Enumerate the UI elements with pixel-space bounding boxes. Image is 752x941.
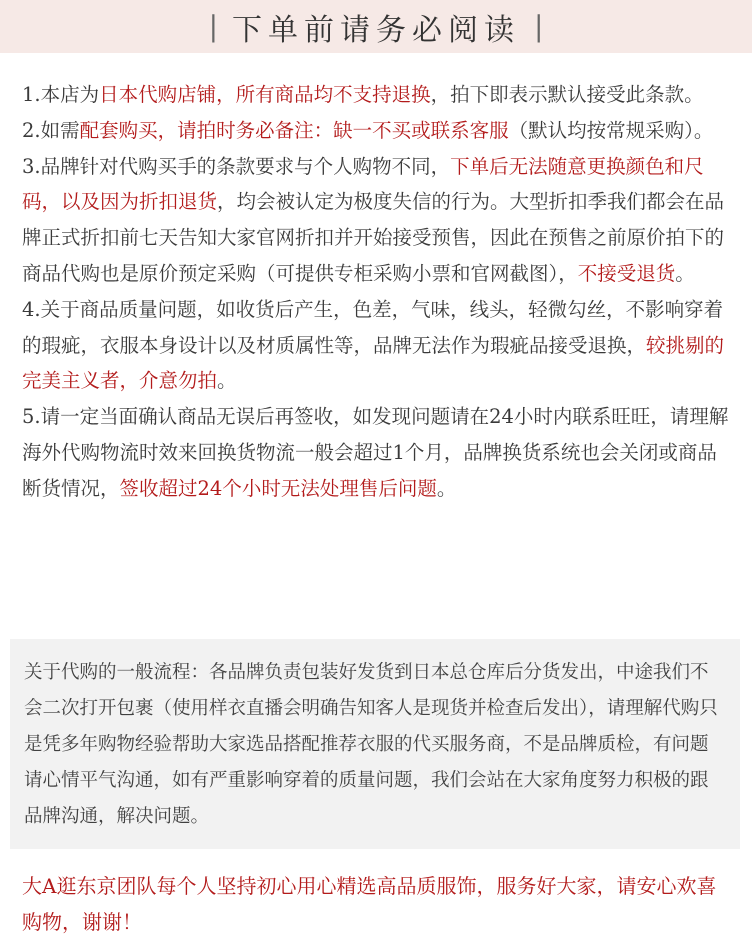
rule-highlight: 配套购买，请拍时务必备注：缺一不买或联系客服	[79, 118, 509, 142]
header-right-bar: |	[534, 10, 544, 43]
rule-highlight: 下单后无法随意更换颜色和尺码，以及因为折扣退货	[22, 154, 704, 214]
notice-header	[0, 0, 752, 53]
rule-item	[22, 292, 734, 399]
rule-text: ，拍下即表示默认接受此条款。	[430, 83, 704, 106]
rule-item	[22, 149, 734, 292]
purchase-flow-box	[10, 639, 740, 849]
rule-item	[22, 77, 734, 113]
rule-text: 。	[436, 476, 457, 500]
rule-highlight: 不接受退货	[577, 261, 676, 285]
rule-item	[22, 399, 734, 506]
rule-text: 如需	[40, 118, 80, 142]
rule-text: 品牌针对代购买手的条款要求与个人购物不同，	[40, 154, 451, 178]
rule-number: 1.	[22, 83, 41, 106]
rule-highlight: 较挑剔的完美主义者，介意勿拍	[22, 333, 725, 393]
rules-list	[22, 77, 734, 507]
rule-text: 。	[675, 261, 695, 285]
rule-highlight: 签收超过24个小时无法处理售后问题	[119, 476, 437, 500]
closing-message	[22, 868, 734, 940]
rule-number: 4.	[22, 297, 41, 321]
rule-text: ，均会被认定为极度失信的行为。大型折扣季我们都会在品牌正式折扣前七天告知大家官网折扣并开始接受预售，因此在预售之前原价拍下的商品代购也是原价预定采购（可提供专柜采购小票和官网截图），	[22, 190, 725, 285]
rule-text: 关于商品质量问题，如收货后产生，色差，气味，线头，轻微勾丝，不影响穿着的瑕疵，衣服本身设计以及材质属性等，品牌无法作为瑕疵品接受退换，	[22, 297, 724, 357]
rule-number: 5.	[22, 405, 41, 429]
rule-highlight: 日本代购店铺，所有商品均不支持退换	[99, 83, 431, 106]
rule-text: （默认均按常规采购）。	[508, 118, 714, 142]
rule-text: 请一定当面确认商品无误后再签收，如发现问题请在24小时内联系旺旺，请理解海外代购物流时效来回换货物流一般会超过1个月，品牌换货系统也会关闭或商品断货情况，	[22, 405, 729, 500]
rule-text: 本店为	[40, 83, 100, 106]
rule-number: 2.	[22, 118, 41, 142]
header-left-bar: |	[208, 10, 218, 43]
rule-number: 3.	[22, 154, 41, 178]
purchase-flow-text: 关于代购的一般流程：各品牌负责包装好发货到日本总仓库后分货发出，中途我们不会二次打开包裹（使用样衣直播会明确告知客人是现货并检查后发出），请理解代购只是凭多年购物经验帮助大家选品搭配推荐衣服的代买服务商，不是品牌质检，有问题请心情平气沟通，如有严重影响穿着的质量问题，我们会站在大家角度努力积极的跟品牌沟通，解决问题。	[24, 662, 718, 827]
rule-text: 。	[217, 369, 237, 393]
page-title: 下单前请务必阅读	[232, 12, 520, 48]
rule-item	[22, 113, 734, 149]
closing-message-text: 大A逛东京团队每个人坚持初心用心精选高品质服饰，服务好大家，请安心欢喜购物，谢谢！	[22, 874, 717, 934]
